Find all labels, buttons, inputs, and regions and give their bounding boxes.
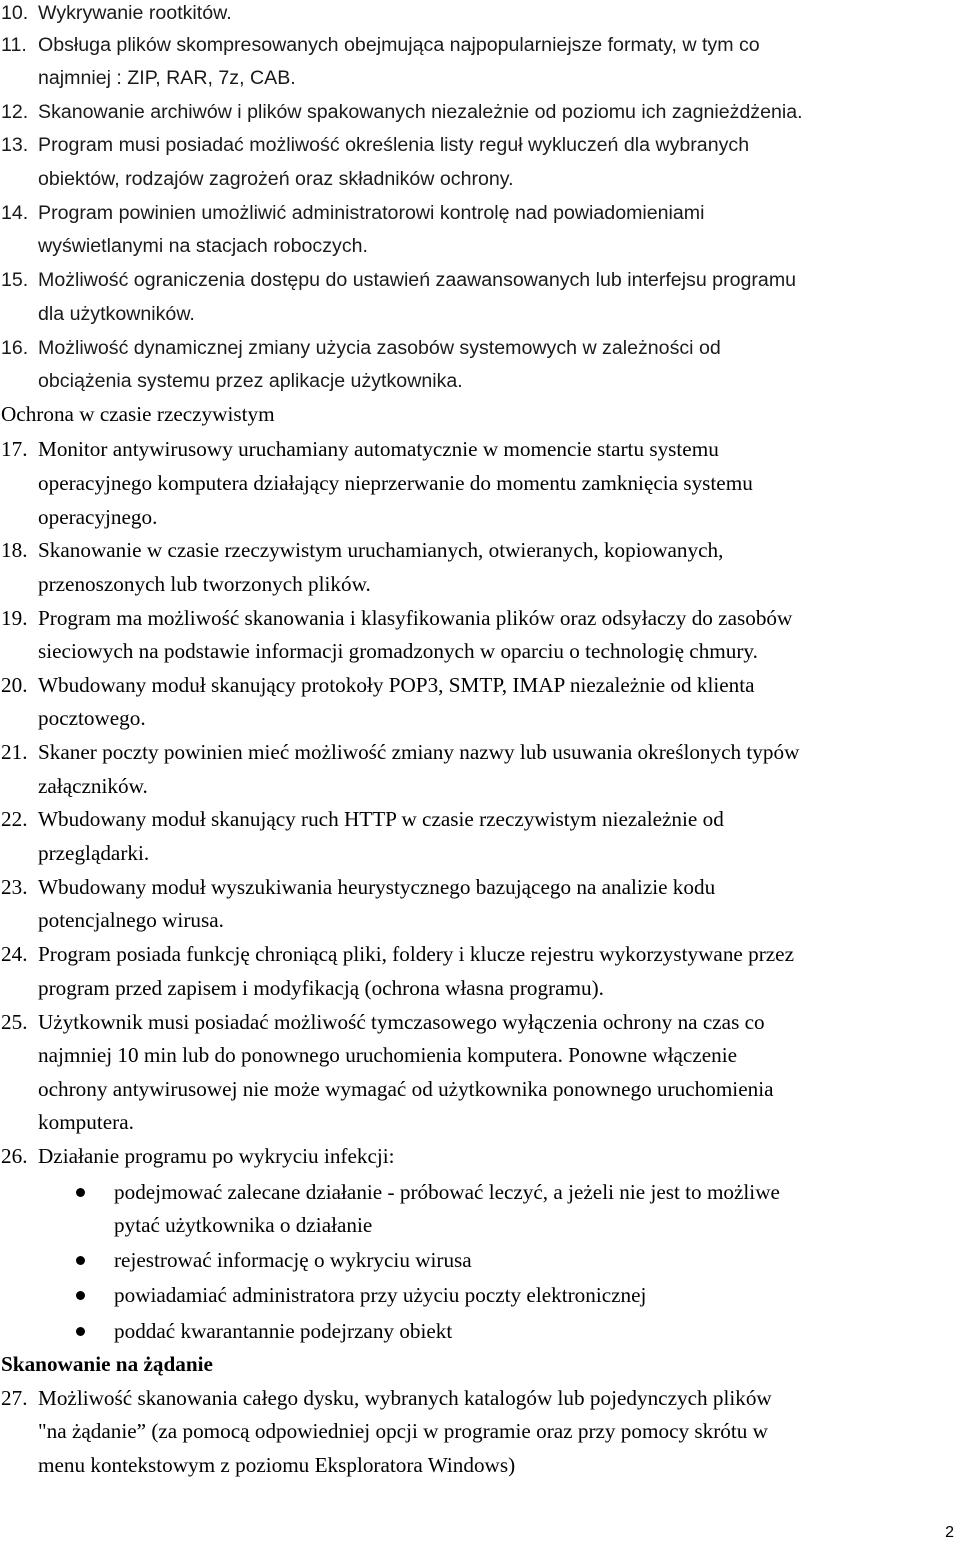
section-heading-realtime: Ochrona w czasie rzeczywistym <box>1 402 275 426</box>
document-page: 10. Wykrywanie rootkitów. 11. Obsługa plików skompresowanych obejmująca najpopularniejsze formaty, w tym co najmniej : ZIP, RAR, 7z, CAB. 12. Skanowanie archiwów i plików spakowanych niezależnie od poziomu ich zagnieżdżenia. 13. Program musi posiadać możliwość określenia listy reguł wykluczeń dla wybranych obiektów, rodzajów zagrożeń oraz składników ochrony. 14. Program powinien umożliwić administratorowi kontrolę nad powiadomieniami wyświetlanymi na stacjach roboczych. 15. Możliwość ograniczenia dostępu do ustawień zaawansowanych lub interfejsu programu dla użytkowników. 16. Możliwość dynamicznej zmiany użycia zasobów systemowych w zależności od obciążenia systemu przez aplikacje użytkownika. Ochrona w czasie rzeczywistym 17. Monitor antywirusowy uruchamiany automatycznie w momencie startu systemu operacyjnego komputera działający nieprzerwanie do momentu zamknięcia systemu operacyjnego. 18. Skanowanie w czasie rzeczywistym uruchamianych, otwieranych, kopiowanych, przenoszonych lub tworzonych plików. 19. Program ma możliwość skanowania i klasyfikowania plików oraz odsyłaczy do zasobów sieciowych na podstawie informacji gromadzonych w oparciu o technologię chmury. 20. Wbudowany moduł skanujący protokoły POP3, SMTP, IMAP niezależnie od klienta pocztowego. 21. Skaner poczty powinien mieć możliwość zmiany nazwy lub usuwania określonych typów załączników. 22. Wbudowany moduł skanujący ruch HTTP w czasie rzeczywistym niezależnie od przeglądarki. 23. Wbudowany moduł wyszukiwania heurystycznego bazującego na analizie kodu potencjalnego wirusa. 24. Program posiada funkcję chroniącą pliki, foldery i klucze rejestru wykorzystywane przez program przed zapisem i modyfikacją (ochrona własna programu). 25. Użytkownik musi posiadać możliwość tymczasowego wyłączenia ochrony na czas co najmniej 10 min lub do ponownego uruchomienia komputera. Ponowne włączenie ochrony antywirusowej nie może wymagać od użytkownika ponownego uruchomienia komputera. 26. Działanie programu po wykryciu infekcji: podejmować zalecane działanie - próbować leczyć, a jeżeli nie jest to możliwe pytać użytkownika o działanie rejestrować informację o wykryciu wirusa powiadamiać administratora przy użyciu poczty elektronicznej poddać kwarantannie podejrzany obiekt Skanowanie na żądanie 27. Możliwość skanowania całego dysku, wybranych katalogów lub pojedynczych plików "na żądanie” (za pomocą odpowiedniej opcji w programie oraz przy pomocy skrótu w menu kontekstowym z poziomu Eksploratora Windows) 2 <box>1 2 954 1541</box>
page-number: 2 <box>945 1524 954 1541</box>
bullet-icon <box>76 1256 85 1265</box>
bullet-icon <box>76 1327 85 1336</box>
bullet-icon <box>76 1291 85 1300</box>
section-heading-on-demand: Skanowanie na żądanie <box>1 1352 213 1376</box>
bullet-icon <box>76 1188 85 1197</box>
